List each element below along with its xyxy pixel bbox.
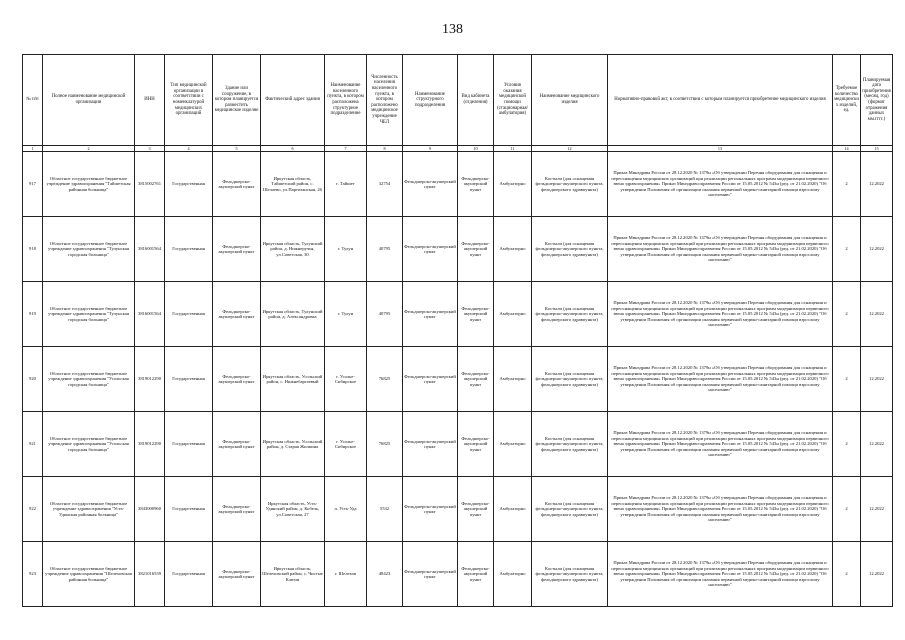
column-number: 14: [833, 146, 861, 152]
building: Фельдшерско-акушерский пункт: [213, 542, 261, 607]
equipment-registry-table: [22, 54, 893, 607]
device-name: Костыли (для оснащения фельдшерско-акушерского пункта, фельдшерского здравпункта): [532, 542, 608, 607]
device-name: Костыли (для оснащения фельдшерско-акушерского пункта, фельдшерского здравпункта): [532, 152, 608, 217]
column-header: ИНН: [135, 55, 165, 146]
legal-act: Приказ Минздрава России от 28.12.2020 № 1379н «Об утверждении Перечня оборудования для оснащения и переоснащения медицинских организаций при реализации региональных программ модернизации первичного звена здравоохранения» Приказ Минздравсоцразвития России от 15.05.2012 № 543н (ред. от 21.02.2020) "Об утверждении Положения об организации оказания первичной медико-санитарной помощи взрослому населению": [608, 477, 833, 542]
table-row: [23, 542, 893, 607]
inn: 3815002761: [135, 152, 165, 217]
quantity: 2: [833, 217, 861, 282]
org-type: Государственная: [165, 282, 213, 347]
column-header: Нормативно-правовой акт, в соответствии с которым планируется приобретение медицинского изделия: [608, 55, 833, 146]
row-number: 921: [23, 412, 43, 477]
care-conditions: Амбулаторно: [494, 477, 532, 542]
planned-date: 12.2022: [861, 477, 893, 542]
device-name: Костыли (для оснащения фельдшерско-акушерского пункта, фельдшерского здравпункта): [532, 477, 608, 542]
address: Иркутская область, Тайшетский район, с. Шелаево, ул.Партизанская, 26: [261, 152, 325, 217]
column-header: № п/п: [23, 55, 43, 146]
inn: 3819012290: [135, 347, 165, 412]
column-header: Наименование структурного подразделения: [403, 55, 458, 146]
column-number: 2: [43, 146, 135, 152]
column-header: Наименование населенного пункта, в котором расположена структурное подразделение: [325, 55, 367, 146]
row-number: 918: [23, 217, 43, 282]
page-number: 138: [442, 22, 463, 37]
column-header: Тип медицинской организации в соответствии с номенклатурой медицинских организаций: [165, 55, 213, 146]
locality: г. Тайшет: [325, 152, 367, 217]
care-conditions: Амбулаторно: [494, 347, 532, 412]
population: 32754: [367, 152, 403, 217]
building: Фельдшерско-акушерский пункт: [213, 477, 261, 542]
cabinet-type: Фельдшерско-акушерский пункт: [458, 412, 494, 477]
column-number: 15: [861, 146, 893, 152]
planned-date: 12.2022: [861, 412, 893, 477]
unit-name: Фельдшерско-акушерский пункт: [403, 347, 458, 412]
row-number: 923: [23, 542, 43, 607]
org-type: Государственная: [165, 477, 213, 542]
table-row: [23, 412, 893, 477]
building: Фельдшерско-акушерский пункт: [213, 347, 261, 412]
inn: 3843000960: [135, 477, 165, 542]
table-row: [23, 217, 893, 282]
building: Фельдшерско-акушерский пункт: [213, 412, 261, 477]
table-row: [23, 477, 893, 542]
column-number: 7: [325, 146, 367, 152]
row-number: 920: [23, 347, 43, 412]
population: 40795: [367, 217, 403, 282]
address: Иркутская область, Усольский район, с. Нижнебаргаевый: [261, 347, 325, 412]
address: Иркутская область, Усольский район, д. Старая Жилкина: [261, 412, 325, 477]
column-header: Численность населения населенного пункта, в котором расположено медицинское учреждение ЧЕЛ: [367, 55, 403, 146]
locality: г. Шелехов: [325, 542, 367, 607]
unit-name: Фельдшерско-акушерский пункт: [403, 542, 458, 607]
population: 48423: [367, 542, 403, 607]
column-header: Условия оказания медицинской помощи (стационарная/ амбулатория): [494, 55, 532, 146]
care-conditions: Амбулаторно: [494, 152, 532, 217]
address: Иркутская область, Усть-Удинский район, д. Кобель, ул.Советская, 27: [261, 477, 325, 542]
inn: 3819012290: [135, 412, 165, 477]
org-name: Областное государственное бюджетное учреждение здравоохранения "Тулунская городская больница": [43, 282, 135, 347]
header-row: [23, 55, 893, 146]
quantity: 2: [833, 412, 861, 477]
org-name: Областное государственное бюджетное учреждение здравоохранения "Тайшетская районная больница": [43, 152, 135, 217]
table-row: [23, 347, 893, 412]
column-number: 10: [458, 146, 494, 152]
org-name: Областное государственное бюджетное учреждение здравоохранения "Тулунская городская больница": [43, 217, 135, 282]
inn: 3816001564: [135, 282, 165, 347]
column-header: Наименование медицинского изделия: [532, 55, 608, 146]
inn: 3821016539: [135, 542, 165, 607]
locality: г. Усолье-Сибирское: [325, 347, 367, 412]
device-name: Костыли (для оснащения фельдшерско-акушерского пункта, фельдшерского здравпункта): [532, 282, 608, 347]
cabinet-type: Фельдшерско-акушерский пункт: [458, 282, 494, 347]
column-number: 9: [403, 146, 458, 152]
org-type: Государственная: [165, 217, 213, 282]
cabinet-type: Фельдшерско-акушерский пункт: [458, 347, 494, 412]
address: Иркутская область, Шелеховский район, с. Чистые Ключи: [261, 542, 325, 607]
column-header: Вид кабинета (отделения): [458, 55, 494, 146]
population: 76825: [367, 347, 403, 412]
locality: г. Тулун: [325, 217, 367, 282]
building: Фельдшерско-акушерский пункт: [213, 217, 261, 282]
care-conditions: Амбулаторно: [494, 282, 532, 347]
planned-date: 12.2022: [861, 282, 893, 347]
column-header: Требуемое количество медицинских изделий, ед.: [833, 55, 861, 146]
planned-date: 12.2022: [861, 542, 893, 607]
legal-act: Приказ Минздрава России от 28.12.2020 № 1379н «Об утверждении Перечня оборудования для оснащения и переоснащения медицинских организаций при реализации региональных программ модернизации первичного звена здравоохранения» Приказ Минздравсоцразвития России от 15.05.2012 № 543н (ред. от 21.02.2020) "Об утверждении Положения об организации оказания первичной медико-санитарной помощи взрослому населению": [608, 542, 833, 607]
quantity: 2: [833, 282, 861, 347]
column-header: Здание или сооружение, в котором планируется разместить медицинское изделие: [213, 55, 261, 146]
care-conditions: Амбулаторно: [494, 217, 532, 282]
device-name: Костыли (для оснащения фельдшерско-акушерского пункта, фельдшерского здравпункта): [532, 217, 608, 282]
planned-date: 12.2022: [861, 152, 893, 217]
device-name: Костыли (для оснащения фельдшерско-акушерского пункта, фельдшерского здравпункта): [532, 412, 608, 477]
quantity: 2: [833, 542, 861, 607]
row-number: 919: [23, 282, 43, 347]
column-number: 4: [165, 146, 213, 152]
unit-name: Фельдшерско-акушерский пункт: [403, 282, 458, 347]
cabinet-type: Фельдшерско-акушерский пункт: [458, 152, 494, 217]
building: Фельдшерско-акушерский пункт: [213, 152, 261, 217]
row-number: 922: [23, 477, 43, 542]
column-header: Полное наименование медицинской организации: [43, 55, 135, 146]
column-number: 8: [367, 146, 403, 152]
address: Иркутская область, Тулунский район, д. Александровка: [261, 282, 325, 347]
column-number: 1: [23, 146, 43, 152]
org-type: Государственная: [165, 347, 213, 412]
column-number: 12: [532, 146, 608, 152]
org-type: Государственная: [165, 542, 213, 607]
legal-act: Приказ Минздрава России от 28.12.2020 № 1379н «Об утверждении Перечня оборудования для оснащения и переоснащения медицинских организаций при реализации региональных программ модернизации первичного звена здравоохранения» Приказ Минздравсоцразвития России от 15.05.2012 № 543н (ред. от 21.02.2020) "Об утверждении Положения об организации оказания первичной медико-санитарной помощи взрослому населению": [608, 217, 833, 282]
unit-name: Фельдшерско-акушерский пункт: [403, 217, 458, 282]
column-header: Планируемая дата приобретения (месяц, год) (формат отражения данных мм.гггг.): [861, 55, 893, 146]
org-name: Областное государственное бюджетное учреждение здравоохранения "Шелеховская районная больница": [43, 542, 135, 607]
population: 40795: [367, 282, 403, 347]
address: Иркутская область, Тулунский район, д. Нижнеручья, ул.Советская, 30: [261, 217, 325, 282]
quantity: 2: [833, 347, 861, 412]
legal-act: Приказ Минздрава России от 28.12.2020 № 1379н «Об утверждении Перечня оборудования для оснащения и переоснащения медицинских организаций при реализации региональных программ модернизации первичного звена здравоохранения» Приказ Минздравсоцразвития России от 15.05.2012 № 543н (ред. от 21.02.2020) "Об утверждении Положения об организации оказания первичной медико-санитарной помощи взрослому населению": [608, 282, 833, 347]
org-type: Государственная: [165, 412, 213, 477]
quantity: 2: [833, 477, 861, 542]
locality: п. Усть-Уда: [325, 477, 367, 542]
population: 5532: [367, 477, 403, 542]
device-name: Костыли (для оснащения фельдшерско-акушерского пункта, фельдшерского здравпункта): [532, 347, 608, 412]
inn: 3816001564: [135, 217, 165, 282]
planned-date: 12.2022: [861, 217, 893, 282]
cabinet-type: Фельдшерско-акушерский пункт: [458, 217, 494, 282]
locality: г. Усолье-Сибирское: [325, 412, 367, 477]
org-name: Областное государственное бюджетное учреждение здравоохранения "Усольская городская больница": [43, 347, 135, 412]
org-name: Областное государственное бюджетное учреждение здравоохранения "Усольская городская больница": [43, 412, 135, 477]
cabinet-type: Фельдшерско-акушерский пункт: [458, 477, 494, 542]
legal-act: Приказ Минздрава России от 28.12.2020 № 1379н «Об утверждении Перечня оборудования для оснащения и переоснащения медицинских организаций при реализации региональных программ модернизации первичного звена здравоохранения» Приказ Минздравсоцразвития России от 15.05.2012 № 543н (ред. от 21.02.2020) "Об утверждении Положения об организации оказания первичной медико-санитарной помощи взрослому населению": [608, 412, 833, 477]
legal-act: Приказ Минздрава России от 28.12.2020 № 1379н «Об утверждении Перечня оборудования для оснащения и переоснащения медицинских организаций при реализации региональных программ модернизации первичного звена здравоохранения» Приказ Минздравсоцразвития России от 15.05.2012 № 543н (ред. от 21.02.2020) "Об утверждении Положения об организации оказания первичной медико-санитарной помощи взрослому населению": [608, 347, 833, 412]
locality: г. Тулун: [325, 282, 367, 347]
care-conditions: Амбулаторно: [494, 412, 532, 477]
unit-name: Фельдшерско-акушерский пункт: [403, 152, 458, 217]
quantity: 2: [833, 152, 861, 217]
org-type: Государственная: [165, 152, 213, 217]
population: 76825: [367, 412, 403, 477]
org-name: Областное государственное бюджетное учреждение здравоохранения "Усть-Удинская районная больница": [43, 477, 135, 542]
cabinet-type: Фельдшерско-акушерский пункт: [458, 542, 494, 607]
legal-act: Приказ Минздрава России от 28.12.2020 № 1379н «Об утверждении Перечня оборудования для оснащения и переоснащения медицинских организаций при реализации региональных программ модернизации первичного звена здравоохранения» Приказ Минздравсоцразвития России от 15.05.2012 № 543н (ред. от 21.02.2020) "Об утверждении Положения об организации оказания первичной медико-санитарной помощи взрослому населению": [608, 152, 833, 217]
unit-name: Фельдшерско-акушерский пункт: [403, 477, 458, 542]
planned-date: 12.2022: [861, 347, 893, 412]
table-row: [23, 152, 893, 217]
column-number: 11: [494, 146, 532, 152]
care-conditions: Амбулаторно: [494, 542, 532, 607]
column-number: 6: [261, 146, 325, 152]
building: Фельдшерско-акушерский пункт: [213, 282, 261, 347]
table-row: [23, 282, 893, 347]
unit-name: Фельдшерско-акушерский пункт: [403, 412, 458, 477]
column-number: 5: [213, 146, 261, 152]
row-number: 917: [23, 152, 43, 217]
column-header: Фактический адрес здания: [261, 55, 325, 146]
column-number: 3: [135, 146, 165, 152]
column-number: 13: [608, 146, 833, 152]
